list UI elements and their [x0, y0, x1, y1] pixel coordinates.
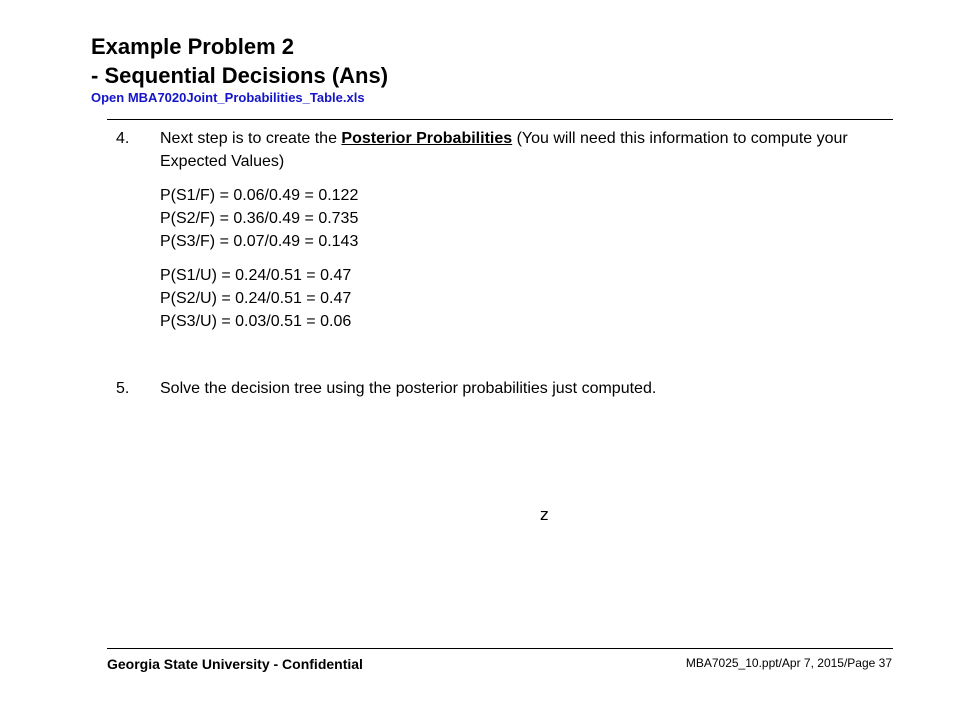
posterior-s3-u: P(S3/U) = 0.03/0.51 = 0.06 — [160, 313, 352, 330]
step-4-text-before: Next step is to create the — [160, 130, 342, 147]
slide-header — [91, 32, 388, 106]
favorable-posteriors — [160, 184, 880, 253]
posterior-s3-f: P(S3/F) = 0.07/0.49 = 0.143 — [160, 233, 359, 250]
step-4-text-after: (You will need this information to compute your Expected Values) — [160, 130, 848, 170]
posterior-s1-f: P(S1/F) = 0.06/0.49 = 0.122 — [160, 187, 359, 204]
posterior-s2-f: P(S2/F) = 0.36/0.49 = 0.735 — [160, 210, 359, 227]
step-4-text — [160, 127, 880, 173]
step-5-number: 5. — [116, 380, 130, 397]
unfavorable-posteriors — [160, 264, 880, 333]
slide-subtitle: Open MBA7020Joint_Probabilities_Table.xls — [91, 90, 365, 105]
slide-title-line-1: Example Problem 2 — [91, 34, 294, 59]
stray-mark: z — [540, 505, 549, 524]
posterior-s2-u: P(S2/U) = 0.24/0.51 = 0.47 — [160, 290, 352, 307]
posterior-s1-u: P(S1/U) = 0.24/0.51 = 0.47 — [160, 267, 352, 284]
footer-page-info: MBA7025_10.ppt/Apr 7, 2015/Page 37 — [685, 656, 892, 670]
step-4-number: 4. — [116, 130, 130, 147]
step-5-text: Solve the decision tree using the posterior probabilities just computed. — [160, 380, 657, 397]
step-4-body — [160, 127, 880, 333]
bottom-divider — [107, 648, 893, 649]
footer-confidential: Georgia State University - Confidential — [107, 656, 363, 672]
step-4-emphasis: Posterior Probabilities — [341, 130, 513, 147]
slide-title-line-2: - Sequential Decisions (Ans) — [91, 63, 389, 88]
top-divider — [107, 119, 893, 120]
